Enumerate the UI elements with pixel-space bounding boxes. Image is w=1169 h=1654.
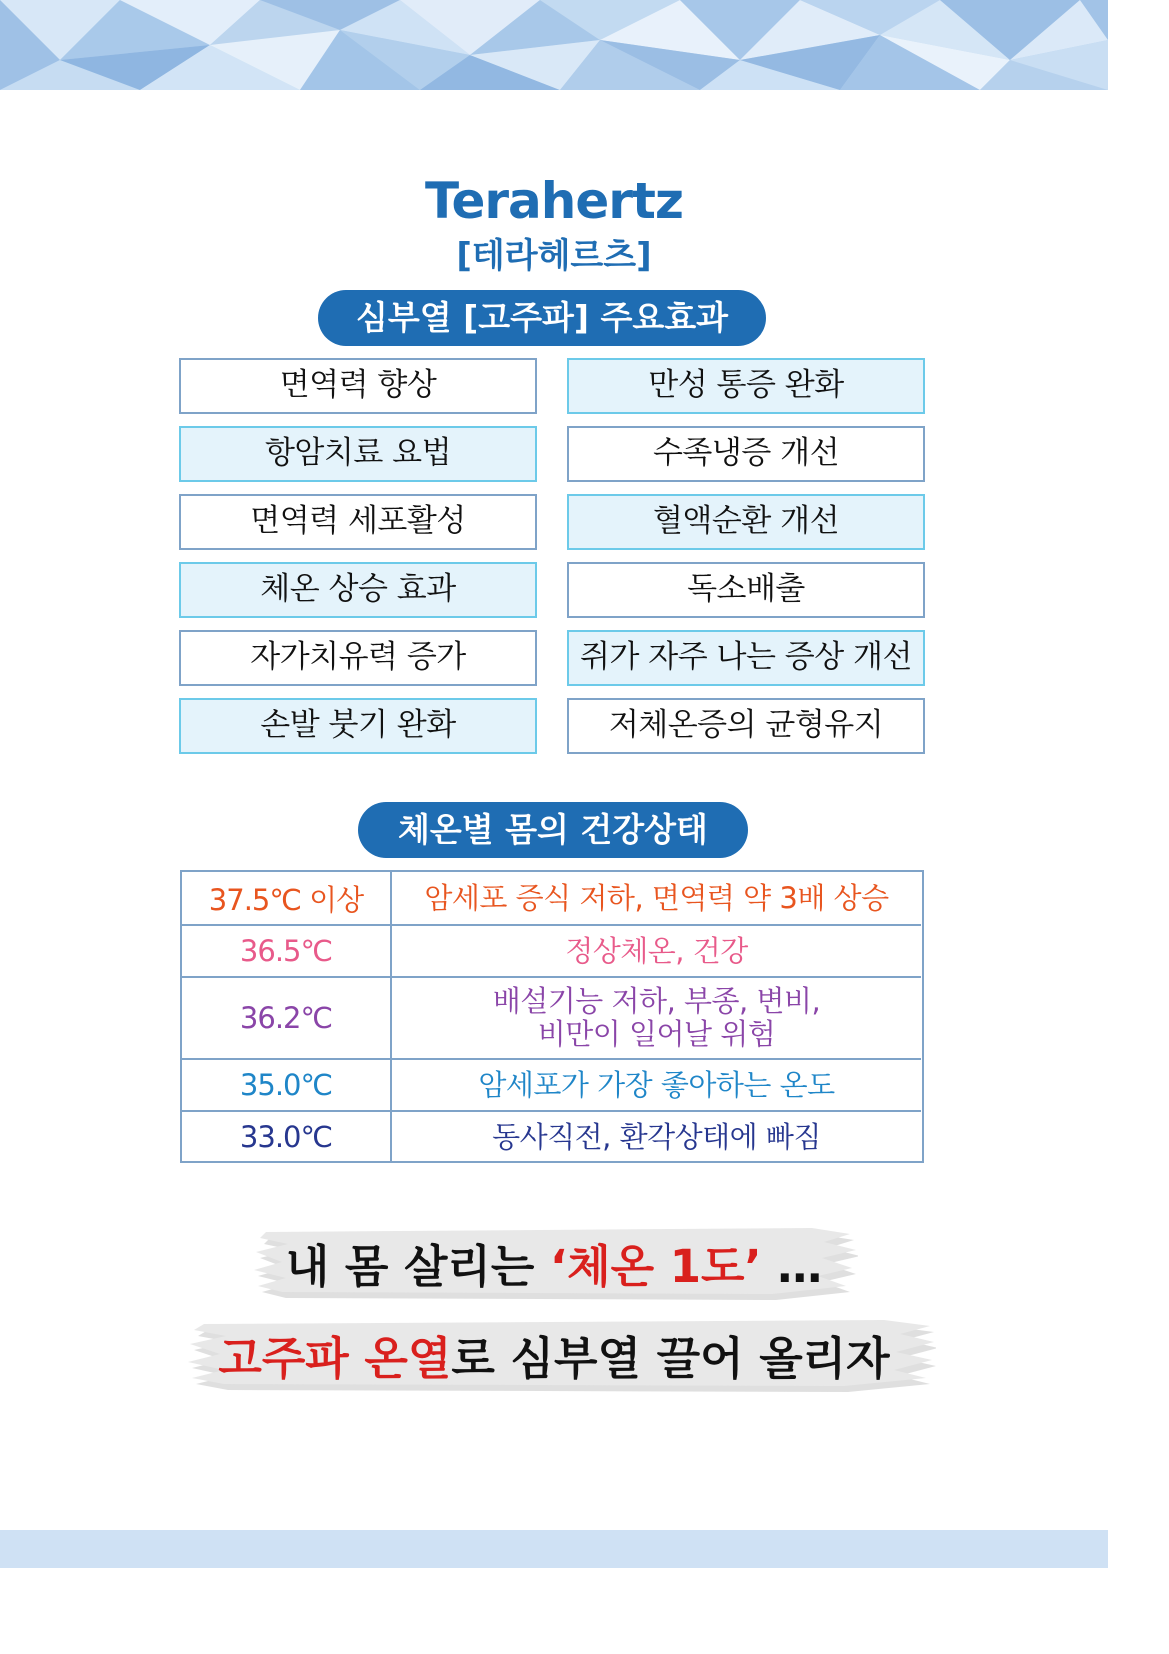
bottom-band xyxy=(0,1530,1108,1568)
effect-cramp-relief: 쥐가 자주 나는 증상 개선 xyxy=(567,630,925,686)
slogan-text: … xyxy=(761,1240,823,1293)
temperature-value: 37.5℃ 이상 xyxy=(182,872,392,924)
slogan-highlight: 고주파 온열 xyxy=(218,1332,452,1385)
description-line: 배설기능 저하, 부종, 변비, xyxy=(492,984,821,1018)
table-row xyxy=(182,924,921,976)
effect-blood-circulation: 혈액순환 개선 xyxy=(567,494,925,550)
slogan-text: 로 심부열 끌어 올리자 xyxy=(451,1332,890,1385)
temperature-value: 36.5℃ xyxy=(182,926,392,976)
effect-hypothermia-balance: 저체온증의 균형유지 xyxy=(567,698,925,754)
top-banner xyxy=(0,0,1108,90)
title-korean: [테라헤르츠] xyxy=(456,236,652,276)
description-line: 정상체온, 건강 xyxy=(565,933,748,968)
effect-detox: 독소배출 xyxy=(567,562,925,618)
temperature-value: 36.2℃ xyxy=(182,978,392,1058)
temperature-description xyxy=(392,872,921,924)
temperature-value: 33.0℃ xyxy=(182,1112,392,1162)
description-line: 비만이 일어날 위험 xyxy=(537,1017,776,1051)
description-line: 동사직전, 환각상태에 빠짐 xyxy=(492,1119,821,1154)
temperature-value: 35.0℃ xyxy=(182,1060,392,1110)
table-row xyxy=(182,872,921,924)
temperature-description xyxy=(392,926,921,976)
table-row xyxy=(182,976,921,1058)
effect-anticancer-therapy: 항암치료 요법 xyxy=(179,426,537,482)
temperature-table xyxy=(180,870,924,1163)
table-row xyxy=(182,1058,921,1110)
description-line: 암세포 증식 저하, 면역력 약 3배 상승 xyxy=(424,880,889,915)
slogan-highlight: ‘체온 1도’ xyxy=(550,1240,762,1293)
effect-self-healing: 자가치유력 증가 xyxy=(179,630,537,686)
temperature-description xyxy=(392,1112,921,1162)
effect-cold-hands-feet: 수족냉증 개선 xyxy=(567,426,925,482)
title-english: Terahertz xyxy=(425,172,683,230)
effects-grid xyxy=(179,358,925,756)
effect-chronic-pain-relief: 만성 통증 완화 xyxy=(567,358,925,414)
description-line: 암세포가 가장 좋아하는 온도 xyxy=(478,1067,835,1102)
table-row xyxy=(182,1110,921,1162)
effect-immune-cell-activation: 면역력 세포활성 xyxy=(179,494,537,550)
effects-heading: 심부열 [고주파] 주요효과 xyxy=(318,290,766,346)
temperature-description xyxy=(392,978,921,1058)
effect-body-temp-rise: 체온 상승 효과 xyxy=(179,562,537,618)
temperature-heading: 체온별 몸의 건강상태 xyxy=(358,802,748,858)
effect-swelling-relief: 손발 붓기 완화 xyxy=(179,698,537,754)
slogan-line-2 xyxy=(0,1322,1108,1387)
effect-immunity-boost: 면역력 향상 xyxy=(179,358,537,414)
slogan-text: 내 몸 살리는 xyxy=(285,1240,551,1293)
temperature-description xyxy=(392,1060,921,1110)
polygon-pattern xyxy=(0,0,1108,90)
slogan-line-1 xyxy=(0,1230,1108,1295)
